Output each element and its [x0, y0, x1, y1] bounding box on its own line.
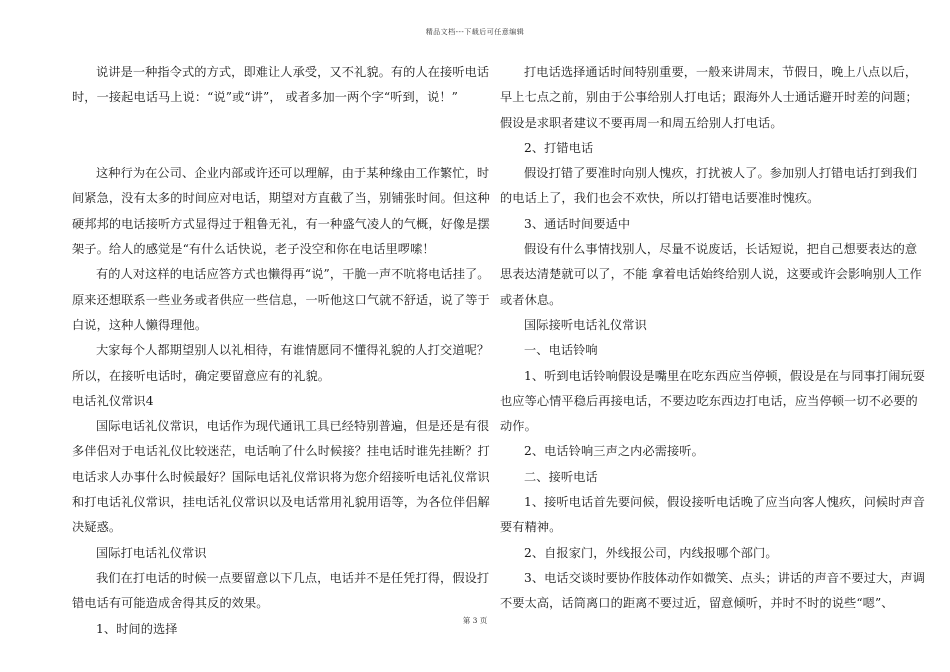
text-line: 也应等心情平稳后再接电话，不要边吃东西边打电话，应当停顿一切不必要的	[500, 393, 918, 408]
text-line: 假设有什么事情找别人，尽量不说废话，长话短说，把自己想要表达的意	[524, 242, 918, 257]
text-line: 大家每个人都期望别人以礼相待，有谁情愿同不懂得礼貌的人打交道呢？	[96, 343, 490, 358]
text-line: 白说，这种人懒得理他。	[72, 317, 208, 332]
text-line: 不要太高，话筒离口的距离不要过近，留意倾听，并时不时的说些“嗯”、	[500, 596, 894, 611]
text-line: 原来还想联系一些业务或者供应一些信息，一听他这口气就不舒适，说了等于	[72, 292, 490, 307]
text-line: 间紧急，没有太多的时间应对电话，期望对方直截了当，别铺张时间。但这种	[72, 191, 490, 206]
text-line: 1、接听电话首先要问候，假设接听电话晚了应当向客人愧疚，问候时声音	[524, 495, 926, 510]
text-line: 假设是求职者建议不要再周一和周五给别人打电话。	[500, 115, 783, 130]
text-line: 国际电话礼仪常识，电话作为现代通讯工具已经特别普遍，但是还是有很	[96, 419, 490, 434]
text-line: 1、听到电话铃响假设是嘴里在吃东西应当停顿，假设是在与同事打闹玩耍	[524, 368, 926, 383]
text-line: 这种行为在公司、企业内部或许还可以理解，由于某种缘由工作繁忙，时	[96, 166, 490, 181]
text-line: 2、电话铃响三声之内必需接听。	[524, 444, 704, 459]
text-line: 打电话选择通话时间特别重要，一般来讲周末，节假日，晚上八点以后，	[524, 65, 918, 79]
text-line: 决疑惑。	[72, 520, 122, 535]
text-line	[72, 136, 462, 161]
text-line: 时，一接起电话马上说：“说”或“讲”， 或者多加一两个字“听到，说！”	[72, 90, 459, 105]
text-line: 说讲是一种指令式的方式，即难让人承受，又不礼貌。有的人在接听电话	[96, 65, 490, 79]
text-line: 2、自报家门，外线报公司，内线报哪个部门。	[524, 545, 778, 560]
text-line: 1、时间的选择	[96, 621, 178, 636]
text-line: 架子。给人的感觉是“有什么话快说，老子没空和你在电话里啰嗦！	[72, 242, 435, 257]
text-line: 思表达清楚就可以了，不能 拿着电话始终给别人说，这要或许会影响别人工作	[500, 267, 922, 282]
page-number: 第 3 页	[462, 616, 488, 625]
text-line: 硬邦邦的电话接听方式显得过于粗鲁无礼，有一种盛气凌人的气概，好像是摆	[72, 216, 490, 231]
right-column	[500, 60, 926, 617]
text-line: 一、电话铃响	[524, 343, 598, 358]
text-line: 要有精神。	[500, 520, 562, 535]
text-line: 二、接听电话	[524, 469, 598, 484]
text-line: 国际打电话礼仪常识	[96, 545, 207, 560]
text-line	[72, 111, 462, 136]
text-line: 3、电话交谈时要协作肢体动作如微笑、点头；讲话的声音不要过大，声调	[524, 570, 926, 585]
text-line: 3、通话时间要适中	[524, 216, 631, 231]
text-line: 早上七点之前，别由于公事给别人打电话；跟海外人士通话避开时差的问题；	[500, 90, 918, 105]
text-line: 假设打错了要准时向别人愧疚，打扰被人了。参加别人打错电话打到我们	[524, 166, 918, 181]
text-line: 的电话上了，我们也会不欢快，所以打错电话要准时愧疚。	[500, 191, 820, 206]
text-line: 我们在打电话的时候一点要留意以下几点，电话并不是任凭打得，假设打	[96, 570, 490, 585]
text-line: 和打电话礼仪常识，挂电话礼仪常识以及电话常用礼貌用语等，为各位伴侣解	[72, 495, 490, 510]
page-header: 精品文档---下载后可任意编辑	[425, 28, 525, 36]
text-line: 错电话有可能造成舍得其反的效果。	[72, 596, 269, 611]
text-line: 所以，在接听电话时，确定要留意应有的礼貌。	[72, 368, 331, 383]
text-line: 国际接听电话礼仪常识	[524, 317, 647, 332]
text-line: 多伴侣对于电话礼仪比较迷茫，电话响了什么时候接？挂电话时谁先挂断？打	[72, 444, 490, 459]
text-line: 电话礼仪常识4	[72, 393, 154, 408]
text-line: 2、打错电话	[524, 140, 594, 155]
text-line: 电话求人办事什么时候最好？国际电话礼仪常识将为您介绍接听电话礼仪常识	[72, 469, 490, 484]
text-line: 动作。	[500, 419, 537, 434]
text-line: 或者休息。	[500, 292, 562, 307]
text-line: 有的人对这样的电话应答方式也懒得再“说”，干脆一声不吭将电话挂了。	[96, 267, 490, 282]
